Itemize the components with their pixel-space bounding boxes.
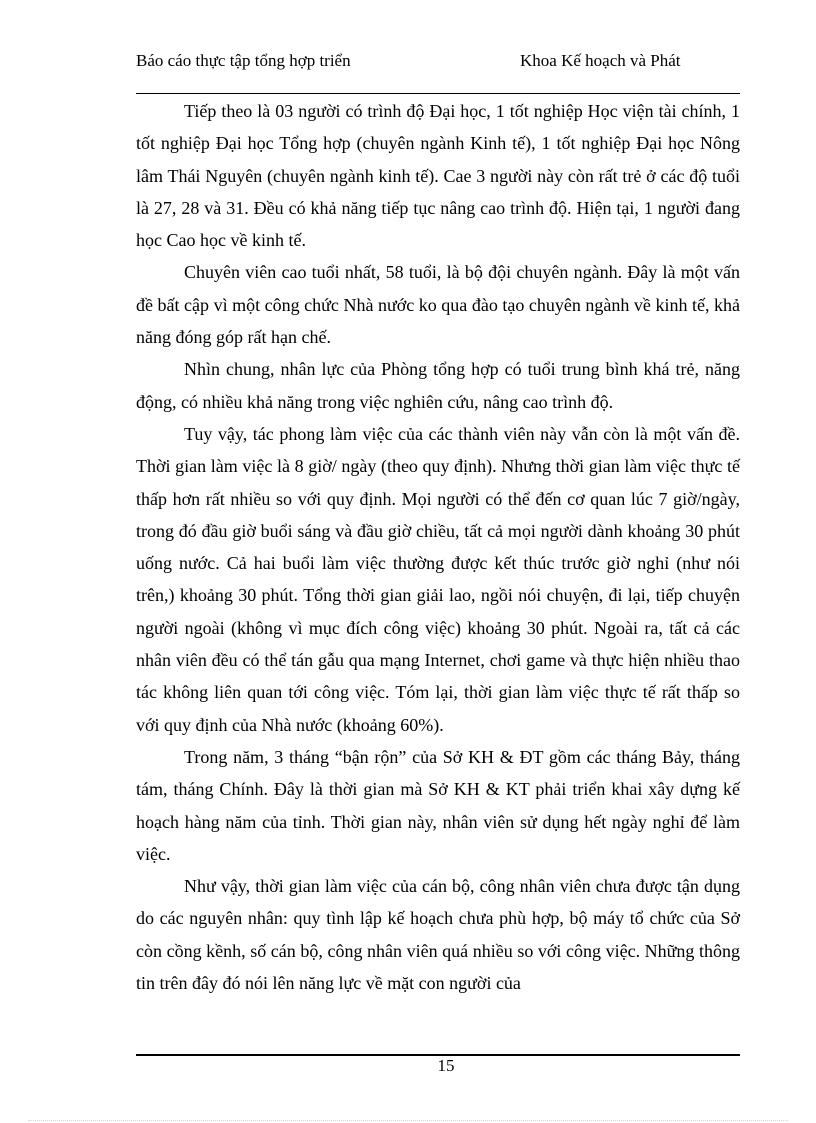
paragraph-1: Tiếp theo là 03 người có trình độ Đại học, 1 tốt nghiệp Học viện tài chính, 1 tốt nghiệp Đại học Tổng hợp (chuyên ngành Kinh tế), 1 tốt nghiệp Đại học Nông lâm Thái Nguyên (chuyên ngành kinh tế). Cae 3 người này còn rất trẻ ở các độ tuổi là 27, 28 và 31. Đều có khả năng tiếp tục nâng cao trình độ. Hiện tại, 1 người đang học Cao học về kinh tế.: [136, 101, 740, 251]
page-bottom-edge: [28, 1120, 788, 1121]
header-divider: [136, 93, 740, 94]
paragraph-4: Tuy vậy, tác phong làm việc của các thành viên này vẫn còn là một vấn đề. Thời gian làm việc là 8 giờ/ ngày (theo quy định). Nhưng thời gian làm việc thực tế thấp hơn rất nhiều so với quy định. Mọi người có thể đến cơ quan lúc 7 giờ/ngày, trong đó đầu giờ buổi sáng và đầu giờ chiều, tất cả mọi người dành khoảng 30 phút uống nước. Cả hai buổi làm việc thường được kết thúc trước giờ nghỉ (như nói trên,) khoảng 30 phút. Tổng thời gian giải lao, ngồi nói chuyện, đi lại, tiếp chuyện người ngoài (không vì mục đích công việc) khoảng 30 phút. Ngoài ra, tất cả các nhân viên đều có thể tán gẫu qua mạng Internet, chơi game và thực hiện nhiều thao tác không liên quan tới công việc. Tóm lại, thời gian làm việc thực tế rất thấp so với quy định của Nhà nước (khoảng 60%).: [136, 423, 740, 735]
paragraph-6: Như vậy, thời gian làm việc của cán bộ, công nhân viên chưa được tận dụng do các nguyên nhân: quy tình lập kế hoạch chưa phù hợp, bộ máy tổ chức của Sở còn cồng kềnh, số cán bộ, công nhân viên quá nhiều so với công việc. Những thông tin trên đây đó nói lên năng lực về mặt con người của: [136, 876, 740, 994]
document-body: [136, 95, 740, 999]
header-left-title: Báo cáo thực tập tổng hợp triển: [136, 51, 351, 70]
paragraph-2: Chuyên viên cao tuổi nhất, 58 tuổi, là bộ đội chuyên ngành. Đây là một vấn đề bất cập vì một công chức Nhà nước ko qua đào tạo chuyên ngành về kinh tế, khả năng đóng góp rất hạn chế.: [136, 262, 740, 348]
page-number: 15: [437, 1056, 455, 1075]
header-right-title: Khoa Kế hoạch và Phát: [520, 51, 681, 70]
paragraph-5: Trong năm, 3 tháng “bận rộn” của Sở KH & ĐT gồm các tháng Bảy, tháng tám, tháng Chính. Đây là thời gian mà Sở KH & KT phải triển khai xây dựng kế hoạch hàng năm của tỉnh. Thời gian này, nhân viên sử dụng hết ngày nghỉ để làm việc.: [136, 746, 740, 864]
paragraph-3: Nhìn chung, nhân lực của Phòng tổng hợp có tuổi trung bình khá trẻ, năng động, có nhiều khả năng trong việc nghiên cứu, nâng cao trình độ.: [136, 359, 740, 412]
